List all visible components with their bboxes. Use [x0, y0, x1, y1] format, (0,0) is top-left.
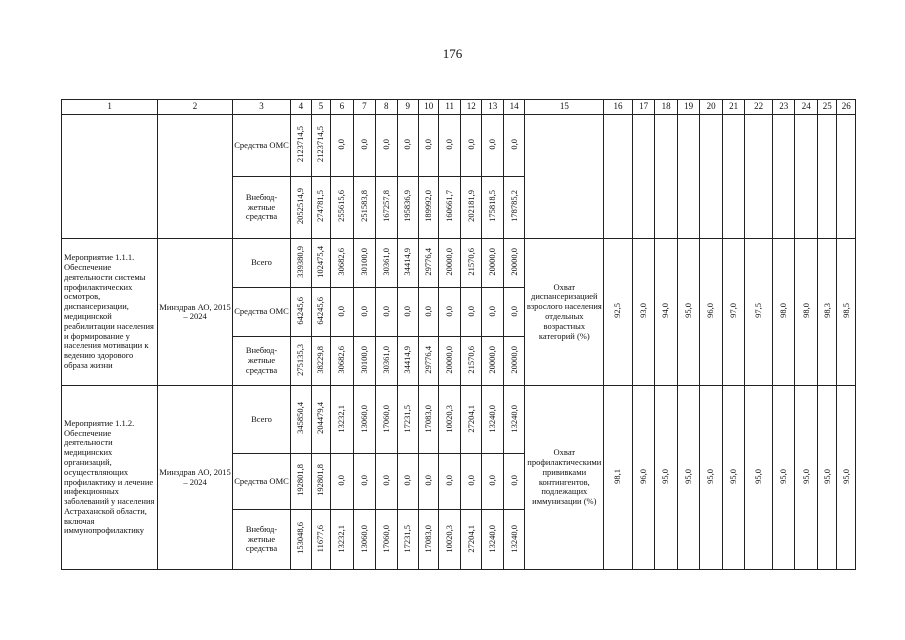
value-cell	[331, 510, 354, 570]
value-text: 0,0	[380, 139, 391, 150]
value-cell	[291, 510, 311, 570]
value-cell	[291, 177, 311, 239]
value-text: 17060,0	[380, 404, 391, 433]
header-cell: 23	[772, 100, 795, 115]
value-cell	[331, 337, 354, 386]
table-row	[62, 239, 856, 288]
measure-cell: Мероприятие 1.1.2. Обеспечение деятельности медицинских организаций, осуществляющих профилактику и лечение инфекционных заболеваний у населения Астраханской области, включая иммунопрофилактику	[62, 386, 158, 570]
target-cell	[837, 115, 856, 239]
header-cell: 20	[700, 100, 723, 115]
target-cell	[722, 115, 745, 239]
value-cell	[331, 386, 354, 454]
value-cell	[291, 386, 311, 454]
value-cell	[503, 177, 524, 239]
value-text: 0,0	[358, 305, 369, 317]
indicator-cell: Охват профилактическими прививками контингентов, подлежащих иммунизации (%)	[525, 386, 604, 570]
value-text: 13060,0	[358, 404, 369, 433]
value-text: 20000,0	[508, 248, 519, 276]
value-cell	[311, 177, 330, 239]
value-cell	[503, 115, 524, 177]
value-text: 29776,4	[423, 346, 434, 374]
value-text: 0,0	[423, 475, 434, 486]
target-text: 97,5	[752, 303, 763, 319]
value-text: 2123714,5	[295, 126, 306, 163]
value-text: 20000,0	[444, 346, 455, 374]
value-cell	[331, 239, 354, 288]
value-cell	[397, 115, 418, 177]
header-cell: 10	[419, 100, 439, 115]
value-text: 34414,9	[402, 248, 413, 276]
value-cell	[397, 239, 418, 288]
value-cell	[460, 454, 481, 510]
value-text: 0,0	[444, 305, 455, 317]
value-cell	[353, 177, 376, 239]
target-text: 95,0	[682, 468, 693, 484]
value-cell	[439, 454, 460, 510]
value-text: 102475,4	[315, 245, 326, 278]
value-text: 30682,6	[336, 248, 347, 276]
target-text: 95,0	[800, 468, 811, 484]
header-cell: 5	[311, 100, 330, 115]
value-text: 274781,5	[315, 190, 326, 223]
target-cell	[795, 386, 818, 570]
value-cell	[331, 177, 354, 239]
value-cell	[311, 288, 330, 337]
value-text: 13240,0	[487, 524, 498, 553]
target-cell	[837, 239, 856, 386]
value-text: 189992,0	[423, 190, 434, 223]
value-text: 20000,0	[444, 248, 455, 276]
value-text: 345850,4	[295, 402, 306, 435]
funding-source-label: Средства ОМС	[232, 115, 290, 177]
header-cell: 9	[397, 100, 418, 115]
value-cell	[482, 386, 503, 454]
value-cell	[482, 115, 503, 177]
target-cell	[655, 386, 678, 570]
value-cell	[460, 115, 481, 177]
value-text: 30361,0	[380, 346, 391, 374]
value-text: 13240,0	[508, 404, 519, 433]
target-cell	[632, 115, 655, 239]
value-cell	[482, 177, 503, 239]
header-cell: 17	[632, 100, 655, 115]
value-text: 339380,9	[295, 245, 306, 278]
funding-source-label: Внебюд-жетные средства	[232, 177, 290, 239]
value-cell	[397, 337, 418, 386]
header-cell: 24	[795, 100, 818, 115]
value-cell	[311, 454, 330, 510]
value-cell	[397, 288, 418, 337]
executor-cell: Минздрав АО, 2015 – 2024	[158, 239, 233, 386]
value-text: 251583,8	[358, 190, 369, 223]
table-row	[62, 115, 856, 177]
value-cell	[419, 386, 439, 454]
header-cell: 2	[158, 100, 233, 115]
value-text: 34414,9	[402, 346, 413, 374]
target-cell	[604, 239, 633, 386]
value-cell	[397, 386, 418, 454]
value-text: 192801,8	[295, 464, 306, 497]
value-text: 0,0	[358, 475, 369, 486]
measure-cell	[62, 115, 158, 239]
indicator-cell: Охват диспансеризацией взрослого населения отдельных возрастных категорий (%)	[525, 239, 604, 386]
value-cell	[460, 510, 481, 570]
value-cell	[439, 115, 460, 177]
header-cell: 4	[291, 100, 311, 115]
value-text: 0,0	[402, 139, 413, 150]
target-cell	[772, 386, 795, 570]
value-text: 30682,6	[336, 346, 347, 374]
target-text: 94,0	[660, 303, 671, 319]
value-text: 0,0	[508, 139, 519, 150]
header-cell: 12	[460, 100, 481, 115]
value-cell	[311, 510, 330, 570]
target-text: 96,0	[637, 468, 648, 484]
header-cell: 22	[745, 100, 773, 115]
value-cell	[419, 454, 439, 510]
value-text: 0,0	[380, 475, 391, 486]
target-cell	[745, 386, 773, 570]
target-cell	[817, 239, 836, 386]
value-cell	[331, 454, 354, 510]
target-text: 95,0	[752, 468, 763, 484]
header-cell: 15	[525, 100, 604, 115]
page-number: 176	[442, 46, 463, 61]
header-row	[62, 100, 856, 115]
target-text: 98,5	[840, 303, 851, 319]
value-cell	[331, 115, 354, 177]
value-text: 0,0	[402, 475, 413, 486]
value-text: 0,0	[380, 305, 391, 317]
measure-cell: Мероприятие 1.1.1. Обеспечение деятельности системы профилактических осмотров, диспансеризации, медицинской реабилитации населения и формирование у населения мотивации к ведению здорового образа жизни	[62, 239, 158, 386]
value-cell	[419, 510, 439, 570]
value-cell	[311, 239, 330, 288]
value-cell	[291, 239, 311, 288]
value-text: 27204,1	[465, 404, 476, 433]
value-text: 0,0	[423, 305, 434, 317]
value-text: 0,0	[402, 305, 413, 317]
value-cell	[460, 386, 481, 454]
value-cell	[503, 239, 524, 288]
value-text: 153048,6	[295, 522, 306, 555]
target-text: 95,0	[821, 468, 832, 484]
header-cell: 19	[677, 100, 700, 115]
value-text: 0,0	[487, 475, 498, 486]
value-cell	[419, 239, 439, 288]
value-cell	[376, 386, 397, 454]
header-cell: 18	[655, 100, 678, 115]
target-cell	[700, 239, 723, 386]
target-cell	[632, 386, 655, 570]
value-text: 27204,1	[465, 524, 476, 553]
value-cell	[482, 454, 503, 510]
value-cell	[439, 386, 460, 454]
funding-source-label: Внебюд-жетные средства	[232, 337, 290, 386]
value-text: 13240,0	[487, 404, 498, 433]
value-cell	[397, 454, 418, 510]
value-text: 0,0	[487, 139, 498, 150]
target-cell	[772, 115, 795, 239]
value-text: 13240,0	[508, 524, 519, 553]
value-text: 30100,0	[358, 248, 369, 276]
value-text: 20000,0	[487, 248, 498, 276]
value-cell	[376, 177, 397, 239]
target-cell	[817, 115, 836, 239]
value-cell	[439, 239, 460, 288]
target-cell	[655, 239, 678, 386]
value-text: 0,0	[465, 475, 476, 486]
target-cell	[655, 115, 678, 239]
target-text: 98,0	[778, 303, 789, 319]
header-cell: 21	[722, 100, 745, 115]
value-cell	[311, 115, 330, 177]
value-cell	[353, 288, 376, 337]
value-cell	[291, 115, 311, 177]
target-text: 98,0	[800, 303, 811, 319]
target-cell	[677, 239, 700, 386]
value-text: 0,0	[444, 475, 455, 486]
value-text: 167257,8	[380, 190, 391, 223]
header-cell: 3	[232, 100, 290, 115]
value-text: 13232,1	[336, 404, 347, 433]
value-text: 17083,0	[423, 404, 434, 433]
target-cell	[795, 115, 818, 239]
value-cell	[419, 288, 439, 337]
value-cell	[503, 454, 524, 510]
target-text: 92,5	[612, 303, 623, 319]
program-table	[61, 99, 856, 570]
executor-cell	[158, 115, 233, 239]
target-cell	[745, 239, 773, 386]
value-cell	[353, 115, 376, 177]
value-text: 30100,0	[358, 346, 369, 374]
header-cell: 6	[331, 100, 354, 115]
header-cell: 11	[439, 100, 460, 115]
value-cell	[376, 454, 397, 510]
header-cell: 1	[62, 100, 158, 115]
value-cell	[311, 386, 330, 454]
value-text: 38229,8	[315, 346, 326, 374]
value-cell	[291, 337, 311, 386]
value-text: 0,0	[358, 139, 369, 150]
value-cell	[460, 288, 481, 337]
target-cell	[604, 386, 633, 570]
value-cell	[331, 288, 354, 337]
value-cell	[397, 510, 418, 570]
value-cell	[353, 454, 376, 510]
value-text: 195836,9	[402, 190, 413, 223]
value-cell	[397, 177, 418, 239]
value-text: 0,0	[508, 475, 519, 486]
value-text: 0,0	[487, 305, 498, 317]
value-cell	[439, 177, 460, 239]
value-text: 2052514,9	[295, 188, 306, 225]
target-text: 97,0	[727, 303, 738, 319]
header-cell: 8	[376, 100, 397, 115]
value-cell	[460, 177, 481, 239]
value-text: 0,0	[444, 139, 455, 150]
executor-cell: Минздрав АО, 2015 – 2024	[158, 386, 233, 570]
value-cell	[439, 510, 460, 570]
target-cell	[677, 386, 700, 570]
value-text: 0,0	[465, 139, 476, 150]
value-cell	[503, 288, 524, 337]
value-text: 13232,1	[336, 524, 347, 553]
header-cell: 13	[482, 100, 503, 115]
value-text: 255615,6	[336, 190, 347, 223]
value-cell	[353, 386, 376, 454]
value-text: 11677,6	[315, 524, 326, 552]
target-text: 95,0	[660, 468, 671, 484]
header-cell: 14	[503, 100, 524, 115]
value-text: 10020,3	[444, 524, 455, 553]
funding-source-label: Средства ОМС	[232, 288, 290, 337]
value-cell	[376, 239, 397, 288]
header-cell: 7	[353, 100, 376, 115]
value-cell	[503, 386, 524, 454]
target-text: 96,0	[705, 303, 716, 319]
indicator-cell	[525, 115, 604, 239]
value-text: 204479,4	[315, 402, 326, 435]
funding-source-label: Внебюд-жетные средства	[232, 510, 290, 570]
value-cell	[291, 288, 311, 337]
header-cell: 26	[837, 100, 856, 115]
value-text: 30361,0	[380, 248, 391, 276]
funding-source-label: Средства ОМС	[232, 454, 290, 510]
value-cell	[460, 239, 481, 288]
target-cell	[632, 239, 655, 386]
target-text: 98,3	[821, 303, 832, 319]
target-text: 95,0	[705, 468, 716, 484]
value-cell	[376, 337, 397, 386]
value-cell	[482, 239, 503, 288]
value-cell	[419, 115, 439, 177]
value-cell	[353, 510, 376, 570]
value-cell	[311, 337, 330, 386]
table-row	[62, 386, 856, 454]
target-cell	[745, 115, 773, 239]
value-text: 21570,6	[465, 346, 476, 374]
value-cell	[503, 510, 524, 570]
target-cell	[700, 386, 723, 570]
target-text: 95,0	[840, 468, 851, 484]
target-cell	[677, 115, 700, 239]
value-text: 21570,6	[465, 248, 476, 276]
value-cell	[460, 337, 481, 386]
value-cell	[376, 288, 397, 337]
value-text: 0,0	[508, 305, 519, 317]
header-cell: 25	[817, 100, 836, 115]
value-text: 178785,2	[508, 190, 519, 223]
value-text: 17231,5	[402, 404, 413, 433]
target-cell	[722, 239, 745, 386]
value-cell	[482, 337, 503, 386]
value-text: 175818,5	[487, 190, 498, 223]
value-text: 20000,0	[508, 346, 519, 374]
value-text: 192801,8	[315, 464, 326, 497]
value-text: 29776,4	[423, 248, 434, 276]
header-cell: 16	[604, 100, 633, 115]
value-cell	[376, 510, 397, 570]
value-cell	[419, 337, 439, 386]
target-text: 95,0	[727, 468, 738, 484]
target-cell	[795, 239, 818, 386]
value-text: 17083,0	[423, 524, 434, 553]
value-text: 160661,7	[444, 190, 455, 223]
value-text: 17231,5	[402, 524, 413, 553]
target-text: 93,0	[637, 303, 648, 319]
value-cell	[439, 288, 460, 337]
target-text: 95,0	[778, 468, 789, 484]
target-text: 98,1	[612, 468, 623, 484]
value-text: 0,0	[336, 139, 347, 150]
value-text: 0,0	[465, 305, 476, 317]
value-cell	[482, 288, 503, 337]
value-cell	[503, 337, 524, 386]
value-text: 275135,3	[295, 343, 306, 376]
value-cell	[419, 177, 439, 239]
value-text: 10020,3	[444, 404, 455, 433]
value-text: 64245,6	[295, 297, 306, 325]
target-cell	[817, 386, 836, 570]
target-cell	[604, 115, 633, 239]
value-cell	[439, 337, 460, 386]
target-cell	[837, 386, 856, 570]
value-text: 0,0	[336, 475, 347, 486]
value-text: 2123714,5	[315, 126, 326, 163]
value-text: 13060,0	[358, 524, 369, 553]
value-text: 64245,6	[315, 297, 326, 325]
value-cell	[482, 510, 503, 570]
value-text: 20000,0	[487, 346, 498, 374]
target-cell	[700, 115, 723, 239]
value-cell	[353, 239, 376, 288]
value-cell	[376, 115, 397, 177]
funding-source-label: Всего	[232, 386, 290, 454]
value-text: 202181,9	[465, 190, 476, 223]
value-text: 0,0	[336, 305, 347, 317]
funding-source-label: Всего	[232, 239, 290, 288]
target-text: 95,0	[682, 303, 693, 319]
target-cell	[722, 386, 745, 570]
value-cell	[353, 337, 376, 386]
value-text: 0,0	[423, 139, 434, 150]
target-cell	[772, 239, 795, 386]
value-cell	[291, 454, 311, 510]
value-text: 17060,0	[380, 524, 391, 553]
